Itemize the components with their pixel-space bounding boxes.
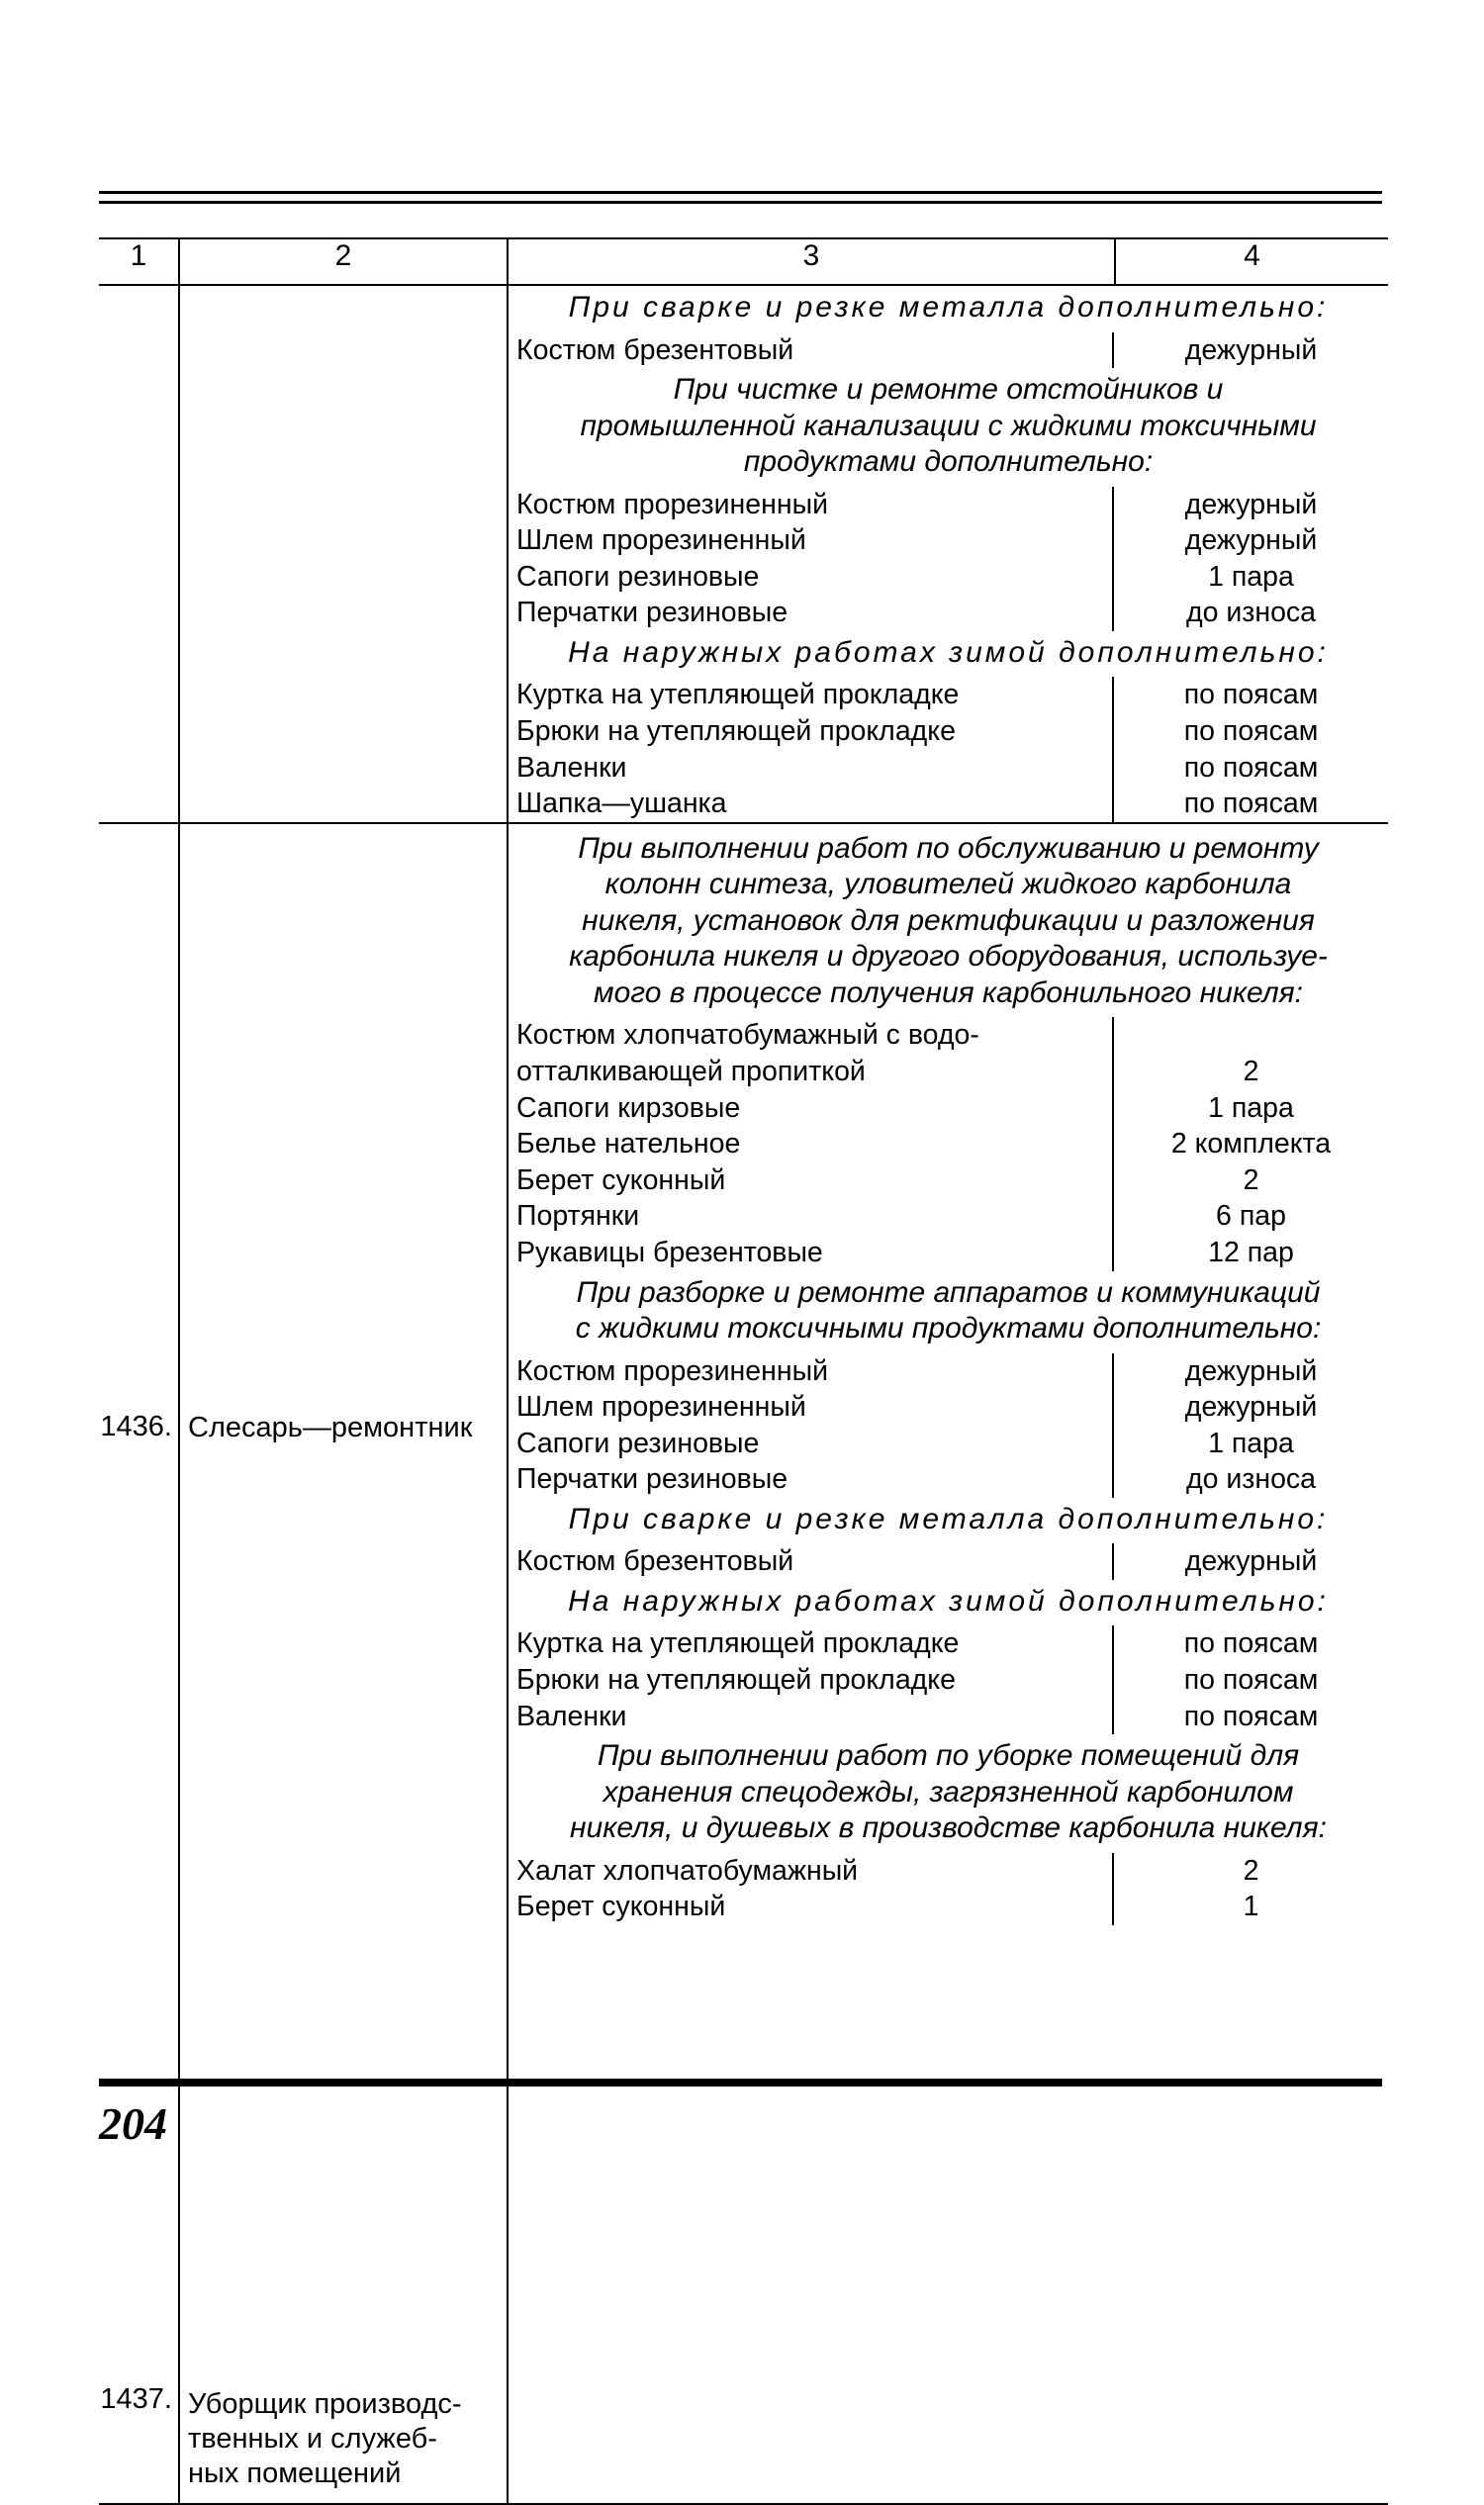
section-heading-line: промышленной канализации с жидкими токсичными <box>580 409 1317 442</box>
item-quantity: 2 <box>1243 1854 1259 1887</box>
item-name: Берет суконный <box>516 1891 726 1923</box>
item-names-column <box>509 332 1114 369</box>
item-quantities-column <box>1114 1353 1388 1498</box>
header-col-3: 3 <box>508 238 1115 285</box>
section-heading-line: При выполнении работ по обслуживанию и ремонту <box>578 831 1319 865</box>
table-row-continued <box>99 285 1388 823</box>
section-heading-line: карбонила никеля и другого оборудования, используе- <box>569 940 1328 974</box>
item-quantity: 6 пар <box>1216 1200 1286 1233</box>
item-quantity: дежурный <box>1184 488 1318 520</box>
entry-details-1436-1437 <box>508 823 1388 2504</box>
item-quantity: 1 пара <box>1208 560 1294 593</box>
item-list <box>509 332 1388 369</box>
section-heading-line: колонн синтеза, уловителей жидкого карбонила <box>604 868 1292 901</box>
entry-job <box>179 285 508 823</box>
entry-details-1437 <box>509 1734 1388 1925</box>
section-heading <box>509 631 1388 678</box>
entry-details <box>508 285 1388 823</box>
table-header-row <box>99 238 1388 285</box>
clothing-norms-table <box>99 237 1388 2505</box>
item-quantities-column <box>1114 1017 1388 1270</box>
item-name: Халат хлопчатобумажный <box>516 1854 859 1887</box>
header-col-1: 1 <box>99 238 179 285</box>
section-heading-line: При сварке и резке металла дополнительно: <box>568 1502 1329 1535</box>
item-name: Куртка на утепляющей прокладке <box>516 679 960 711</box>
section-heading-line: хранения спецодежды, загрязненной карбонилом <box>603 1775 1294 1809</box>
item-name: Сапоги резиновые <box>516 1427 760 1459</box>
section-heading-line: При разборке и ремонте аппаратов и коммуникаций <box>576 1275 1321 1309</box>
header-col-4: 4 <box>1115 238 1388 285</box>
section-heading-line: При чистке и ремонте отстойников и <box>673 373 1224 407</box>
section-heading <box>509 1498 1388 1544</box>
item-name: Костюм брезентовый <box>516 333 794 366</box>
item-quantity: по поясам <box>1183 1627 1319 1660</box>
item-quantity: по поясам <box>1183 715 1319 748</box>
item-quantities-column <box>1114 1853 1388 1925</box>
item-list <box>509 1543 1388 1580</box>
item-name: отталкивающей пропиткой <box>516 1055 866 1087</box>
item-quantity: 2 <box>1243 1163 1259 1196</box>
item-names-column <box>509 1853 1114 1925</box>
section-heading-line: На наружных работах зимой дополнительно: <box>568 635 1329 669</box>
item-names-column <box>509 487 1114 631</box>
section-heading <box>509 1271 1388 1353</box>
item-name: Костюм прорезиненный <box>516 488 828 520</box>
entry-number-1437: 1437. <box>100 2382 172 2415</box>
section-heading-line: мого в процессе получения карбонильного никеля: <box>594 975 1303 1009</box>
page-number: 204 <box>99 2098 167 2149</box>
section-heading <box>509 286 1388 332</box>
item-quantity: по поясам <box>1183 679 1319 711</box>
item-quantity: до износа <box>1185 597 1317 629</box>
section-heading <box>509 827 1388 1018</box>
item-quantity <box>1114 1017 1388 1054</box>
item-names-column <box>509 1625 1114 1734</box>
item-names-column <box>509 1353 1114 1498</box>
item-list <box>509 487 1388 631</box>
item-name: Перчатки резиновые <box>516 597 788 629</box>
item-quantities-column <box>1114 1625 1388 1734</box>
item-name: Перчатки резиновые <box>516 1463 788 1496</box>
item-quantity: до износа <box>1185 1463 1317 1496</box>
item-name: Шлем прорезиненный <box>516 524 806 557</box>
item-quantity: дежурный <box>1184 1545 1318 1578</box>
item-name: Берет суконный <box>516 1163 726 1196</box>
item-name: Сапоги кирзовые <box>516 1091 741 1124</box>
item-quantities-column <box>1114 487 1388 631</box>
item-name: Шапка—ушанка <box>516 788 727 820</box>
item-name: Белье нательное <box>516 1128 741 1160</box>
section-heading-line: При сварке и резке металла дополнительно: <box>568 291 1329 324</box>
entry-number-1436: 1436. <box>100 1410 172 1442</box>
item-list <box>509 1017 1388 1270</box>
item-quantity: дежурный <box>1184 524 1318 557</box>
item-name: Сапоги резиновые <box>516 560 760 593</box>
section-heading-line: никеля, установок для ректификации и разложения <box>582 903 1315 937</box>
table-row-1436-1437 <box>99 823 1388 2504</box>
item-quantities-column <box>1114 332 1388 369</box>
item-name: Валенки <box>516 751 627 784</box>
item-quantities-column <box>1114 1543 1388 1580</box>
section-heading <box>509 1734 1388 1853</box>
item-list <box>509 1353 1388 1498</box>
item-quantities-column <box>1114 677 1388 821</box>
item-name: Шлем прорезиненный <box>516 1391 806 1424</box>
top-double-rule-lower <box>99 201 1382 204</box>
item-quantity: по поясам <box>1183 751 1319 784</box>
item-list <box>509 677 1388 821</box>
item-quantity: 1 <box>1243 1891 1259 1923</box>
item-quantity: 2 <box>1243 1055 1259 1087</box>
item-name: Рукавицы брезентовые <box>516 1236 823 1268</box>
item-quantity: по поясам <box>1183 788 1319 820</box>
header-col-2: 2 <box>179 238 508 285</box>
item-names-column <box>509 677 1114 821</box>
section-heading-line: никеля, и душевых в производстве карбонила никеля: <box>570 1811 1327 1845</box>
item-name: Валенки <box>516 1700 627 1732</box>
item-name: Куртка на утепляющей прокладке <box>516 1627 960 1660</box>
item-quantity: дежурный <box>1184 1391 1318 1424</box>
section-heading-line: продуктами дополнительно: <box>743 445 1154 479</box>
section-heading-line: На наружных работах зимой дополнительно: <box>568 1584 1329 1618</box>
entry-jobs <box>179 823 508 2504</box>
item-quantity: дежурный <box>1184 1354 1318 1387</box>
item-name: Брюки на утепляющей прокладке <box>516 715 956 748</box>
item-quantity: по поясам <box>1183 1700 1319 1732</box>
entry-details-1436 <box>509 827 1388 1734</box>
item-list <box>509 1625 1388 1734</box>
top-double-rule-upper <box>99 191 1382 194</box>
item-name: Костюм хлопчатобумажный с водо- <box>516 1019 979 1052</box>
item-name: Брюки на утепляющей прокладке <box>516 1664 956 1697</box>
item-quantity: дежурный <box>1184 333 1318 366</box>
entry-job-1437: Уборщик производс- твенных и служеб- ных помещений <box>188 2387 462 2489</box>
section-heading-line: При выполнении работ по уборке помещений для <box>597 1739 1300 1773</box>
item-name: Портянки <box>516 1200 640 1233</box>
item-name: Костюм брезентовый <box>516 1545 794 1578</box>
item-list <box>509 1853 1388 1925</box>
item-name: Костюм прорезиненный <box>516 1354 828 1387</box>
item-quantity: 1 пара <box>1208 1091 1294 1124</box>
section-heading <box>509 368 1388 487</box>
section-heading-line: с жидкими токсичными продуктами дополнительно: <box>575 1312 1322 1345</box>
item-quantity: 2 комплекта <box>1170 1128 1332 1160</box>
entry-job-1436: Слесарь—ремонтник <box>188 1411 473 1443</box>
entry-numbers <box>99 823 179 2504</box>
entry-number <box>99 285 179 823</box>
section-heading <box>509 1580 1388 1626</box>
item-names-column <box>509 1543 1114 1580</box>
bottom-rule <box>99 2079 1382 2087</box>
item-quantity: 1 пара <box>1208 1427 1294 1459</box>
item-names-column <box>509 1017 1114 1270</box>
item-quantity: 12 пар <box>1208 1236 1294 1268</box>
item-quantity: по поясам <box>1183 1664 1319 1697</box>
